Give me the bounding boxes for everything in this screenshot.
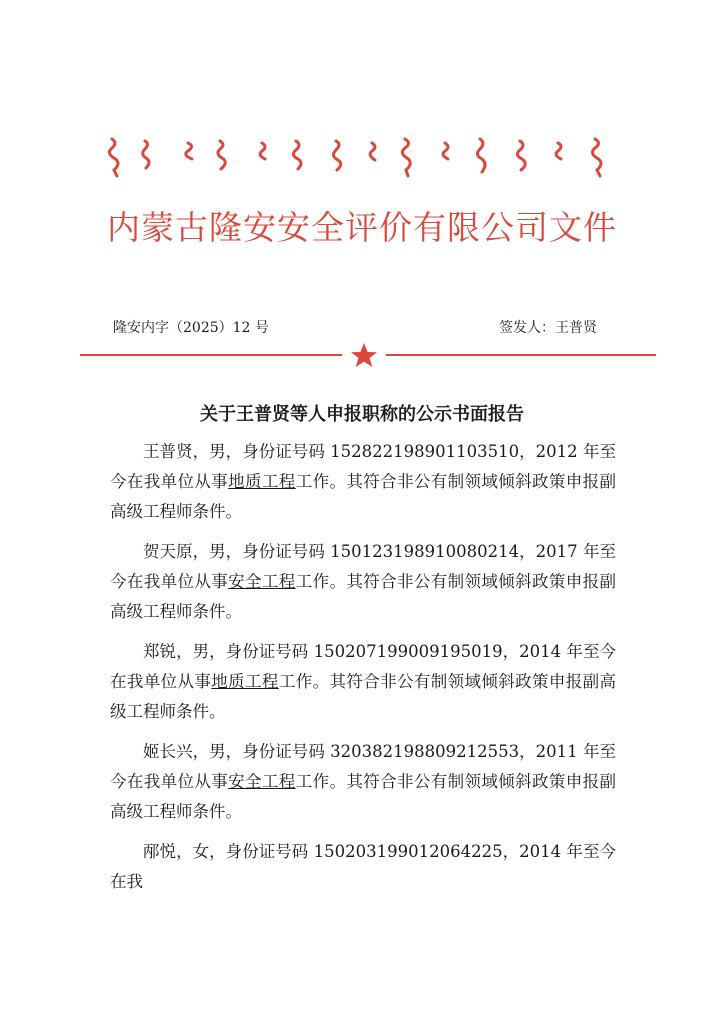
org-title: 内蒙古隆安安全评价有限公司文件	[107, 208, 617, 247]
paragraph-lead: 贺天原，男，身份证号码 150123198910080214，2017 年至今在我单位从事	[110, 542, 616, 591]
paragraph-lead: 王普贤，男，身份证号码 152822198901103510，2012 年至今在我单位从事	[110, 442, 616, 491]
paragraph-lead: 郑锐，男，身份证号码 150207199009195019，2014 年至今在我单位从事	[110, 642, 616, 691]
paragraph	[110, 437, 616, 527]
work-field: 安全工程	[228, 572, 296, 591]
paragraph	[110, 537, 616, 627]
star-icon	[349, 342, 379, 368]
work-field: 地质工程	[211, 672, 279, 691]
issuer: 签发人：王普贤	[499, 320, 597, 336]
paragraph	[110, 637, 616, 727]
report-title: 关于王普贤等人申报职称的公示书面报告	[200, 404, 524, 425]
paragraph-lead: 姬长兴，男，身份证号码 320382198809212553，2011 年至今在我单位从事	[110, 742, 616, 791]
paragraph-tail: 工作。其符合非公有制领域倾斜政策申报副高级工程师条件。	[110, 672, 617, 721]
paragraph	[110, 837, 616, 897]
report-body	[110, 437, 616, 907]
mongolian-script-org-name-icon	[100, 133, 620, 183]
paragraph-tail: 工作。其符合非公有制领域倾斜政策申报副高级工程师条件。	[110, 472, 617, 521]
work-field: 安全工程	[228, 772, 296, 791]
separator-line-left	[80, 354, 342, 356]
work-field: 地质工程	[228, 472, 296, 491]
paragraph-tail: 工作。其符合非公有制领域倾斜政策申报副高级工程师条件。	[110, 572, 617, 621]
paragraph-lead: 邴悦，女，身份证号码 150203199012064225，2014 年至今在我	[110, 842, 616, 891]
separator-line-right	[386, 354, 656, 356]
paragraph-tail: 工作。其符合非公有制领域倾斜政策申报副高级工程师条件。	[110, 772, 617, 821]
document-number: 隆安内字（2025）12 号	[113, 320, 269, 336]
paragraph	[110, 737, 616, 827]
